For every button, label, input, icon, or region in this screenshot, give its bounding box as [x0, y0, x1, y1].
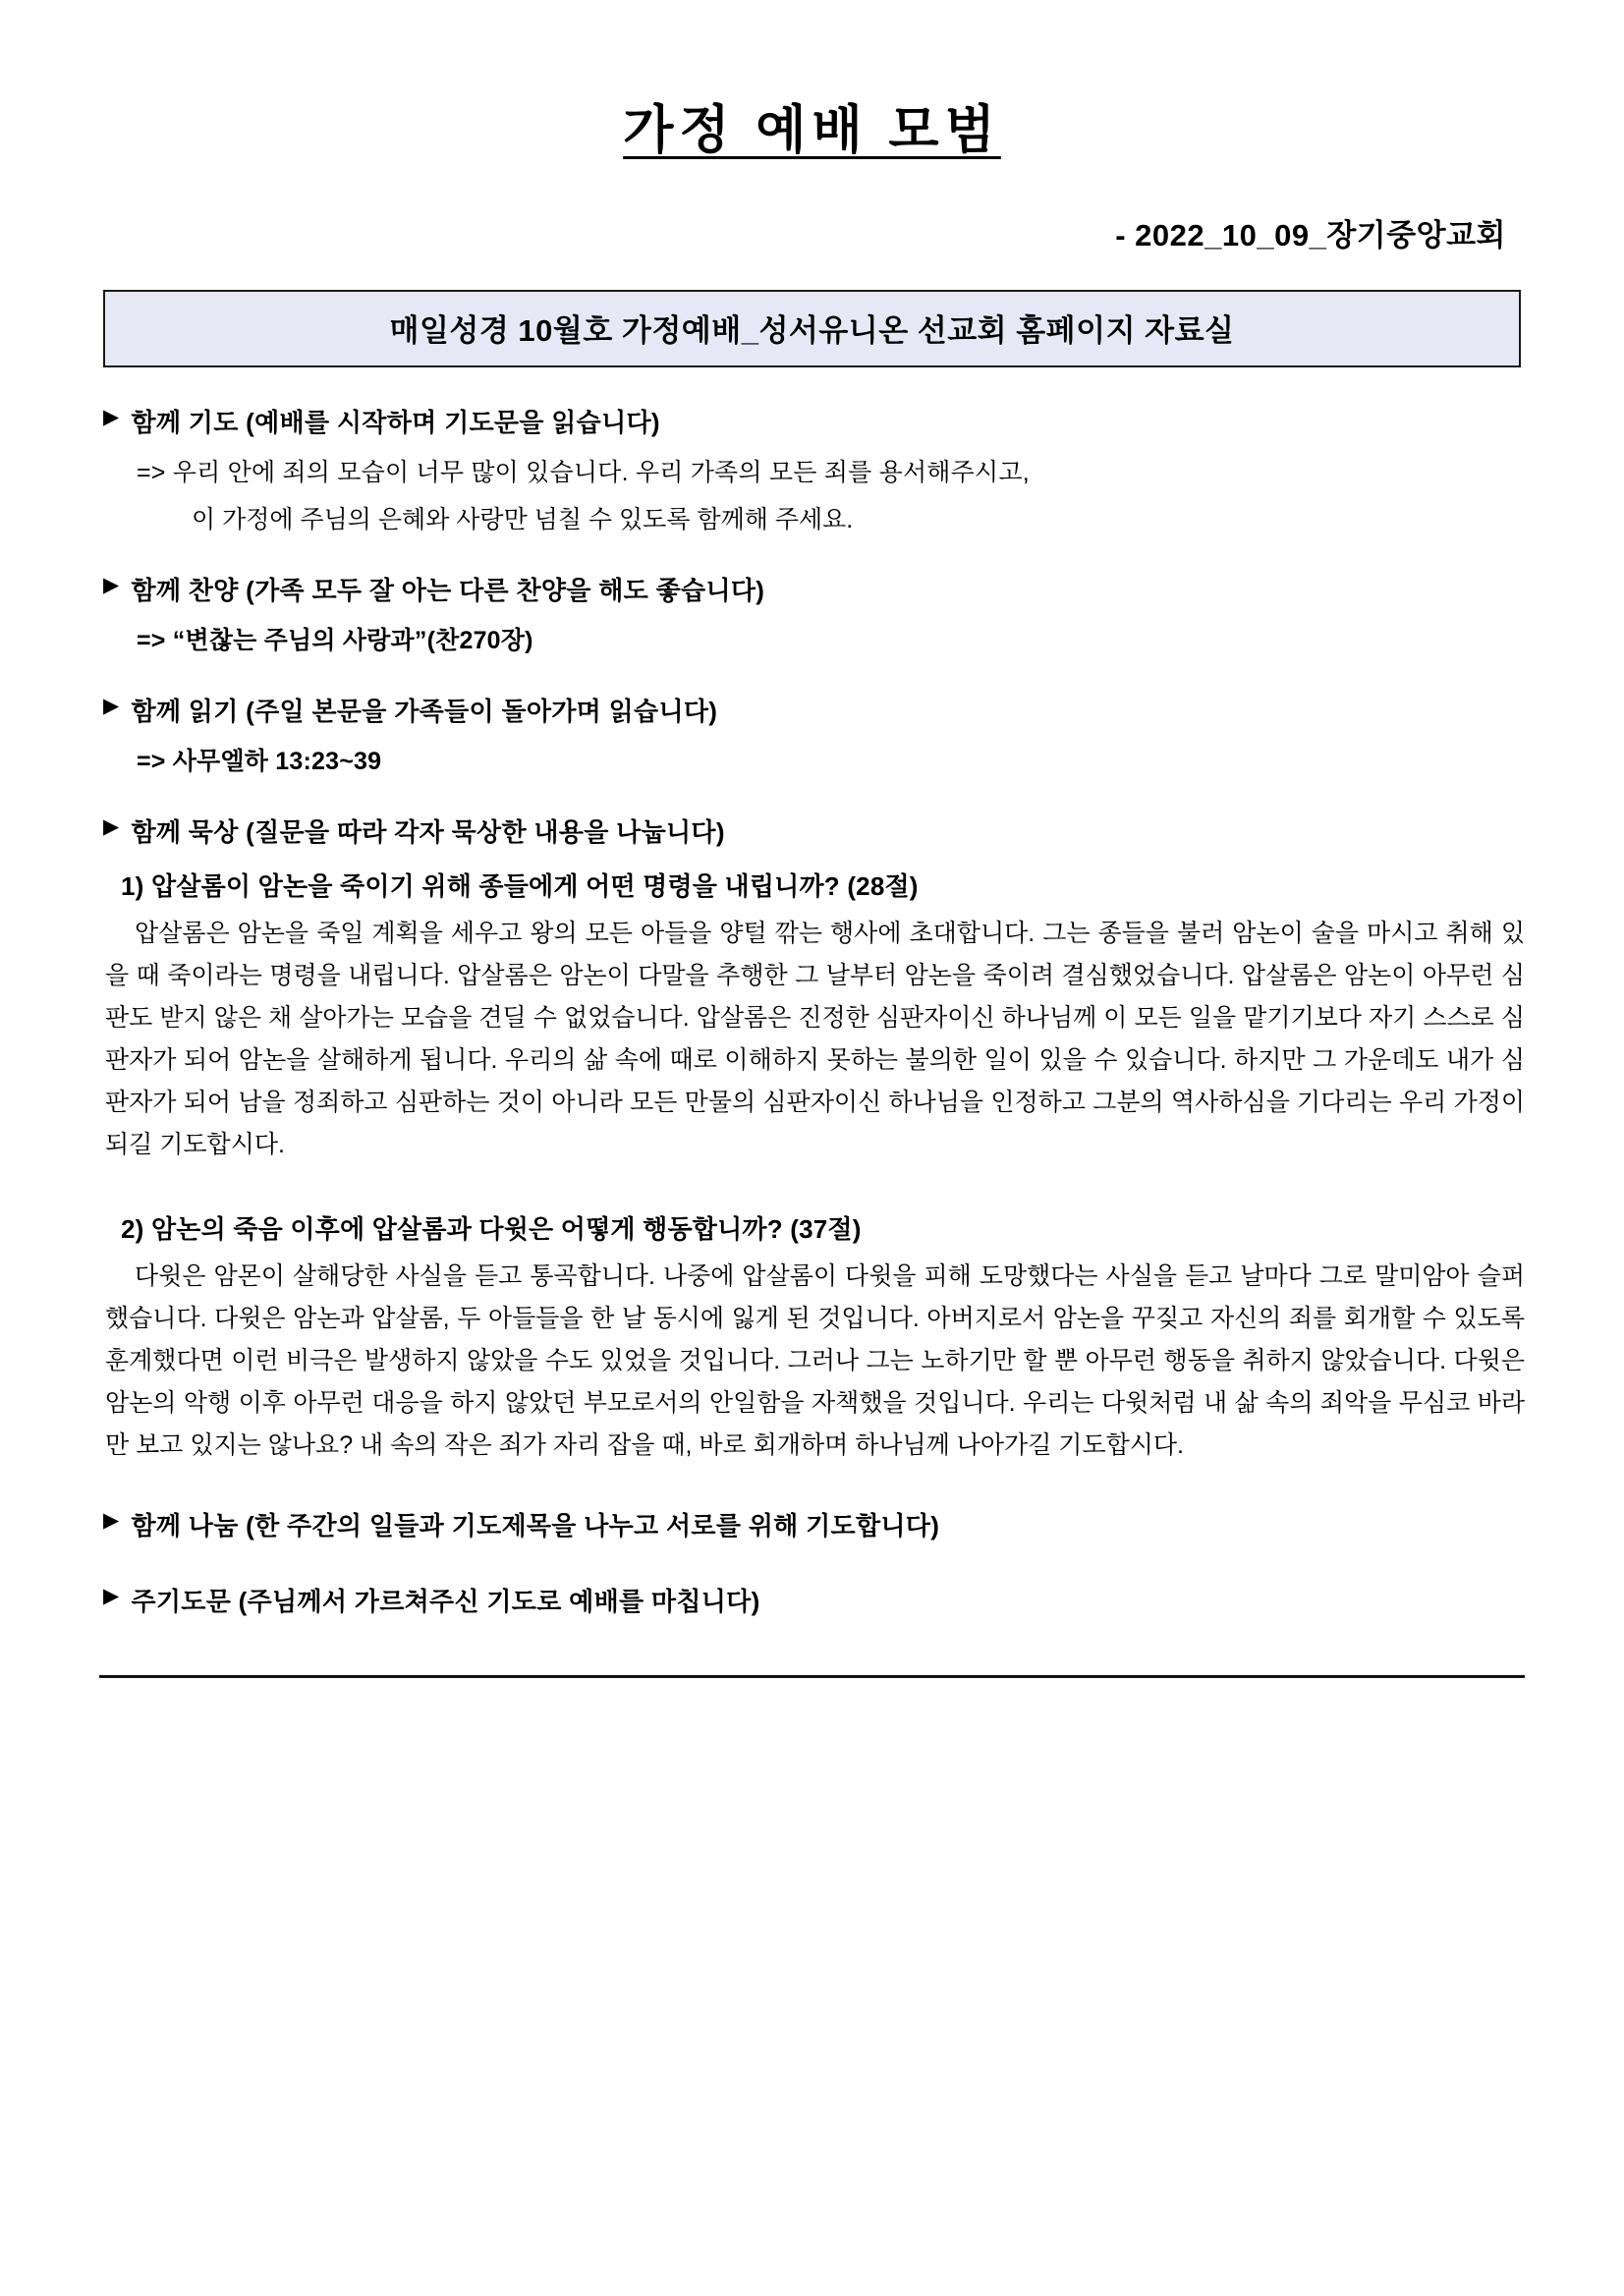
question-1: 1) 압살롬이 암논을 죽이기 위해 종들에게 어떤 명령을 내립니까? (28절)	[121, 871, 919, 901]
section-heading	[103, 403, 1531, 439]
section-praise	[93, 571, 1531, 656]
section-heading-label: 함께 나눔 (한 주간의 일들과 기도제목을 나누고 서로를 위해 기도합니다)	[131, 1511, 940, 1540]
section-meditation	[93, 812, 1531, 1467]
prayer-text-line1: => 우리 안에 죄의 모습이 너무 많이 있습니다. 우리 가족의 모든 죄를 용서해주시고,	[137, 459, 1030, 486]
section-heading	[103, 1582, 1531, 1618]
source-banner: 매일성경 10월호 가정예배_성서유니온 선교회 홈페이지 자료실	[103, 290, 1521, 367]
spacer	[93, 1166, 1531, 1192]
section-reading	[93, 692, 1531, 777]
praise-hymn-text: => “변찮는 주님의 사랑과”(찬270장)	[137, 627, 533, 654]
page-title: 가정 예배 모범	[623, 101, 1001, 159]
section-heading-label: 주기도문 (주님께서 가르쳐주신 기도로 예배를 마칩니다)	[131, 1587, 760, 1616]
answer-1: 압살롬은 암논을 죽일 계획을 세우고 왕의 모든 아들을 양털 깎는 행사에 초대합니다. 그는 종들을 불러 암논이 술을 마시고 취해 있을 때 죽이라는 명령을 내립니다. 압살롬은 암논이 다말을 추행한 그 날부터 암논을 죽이려 결심했었습니다. 압살롬은 암논이 아무런 심판도 받지 않은 채 살아가는 모습을 견딜 수 없었습니다. 압살롬은 진정한 심판자이신 하나님께 이 모든 일을 맡기기보다 자기 스스로 심판자가 되어 암논을 살해하게 됩니다. 우리의 삶 속에 때로 이해하지 못하는 불의한 일이 있을 수 있습니다. 하지만 그 가운데도 내가 심판자가 되어 남을 정죄하고 심판하는 것이 아니라 모든 만물의 심판자이신 하나님을 인정하고 그분의 역사하심을 기다리는 우리 가정이 되길 기도합시다.	[105, 920, 1525, 1158]
section-lords-prayer	[93, 1582, 1531, 1618]
section-heading	[103, 1506, 1531, 1542]
question-2: 2) 암논의 죽음 이후에 압살롬과 다윗은 어떻게 행동합니까? (37절)	[121, 1214, 862, 1244]
section-sharing	[93, 1506, 1531, 1542]
section-heading	[103, 692, 1531, 728]
section-prayer	[93, 403, 1531, 535]
section-heading-label: 함께 묵상 (질문을 따라 각자 묵상한 내용을 나눕니다)	[131, 817, 725, 847]
triangle-bullet-icon: ▶	[103, 695, 120, 717]
triangle-bullet-icon: ▶	[103, 1509, 120, 1532]
bottom-divider	[99, 1675, 1525, 1678]
triangle-bullet-icon: ▶	[103, 1585, 120, 1607]
prayer-text-line2: 이 가정에 주님의 은혜와 사랑만 넘칠 수 있도록 함께해 주세요.	[192, 506, 854, 533]
section-heading-label: 함께 읽기 (주일 본문을 가족들이 돌아가며 읽습니다)	[131, 697, 718, 726]
answer-2: 다윗은 암몬이 살해당한 사실을 듣고 통곡합니다. 나중에 압살롬이 다윗을 피해 도망했다는 사실을 듣고 날마다 그로 말미암아 슬퍼했습니다. 다윗은 암논과 압살롬, 두 아들들을 한 날 동시에 잃게 된 것입니다. 아버지로서 암논을 꾸짖고 자신의 죄를 회개할 수 있도록 훈계했다면 이런 비극은 발생하지 않았을 수도 있었을 것입니다. 그러나 그는 노하기만 할 뿐 아무런 행동을 취하지 않았습니다. 다윗은 암논의 악행 이후 아무런 대응을 하지 않았던 부모로서의 안일함을 자책했을 것입니다. 우리는 다윗처럼 내 삶 속의 죄악을 무심코 바라만 보고 있지는 않나요? 내 속의 작은 죄가 자리 잡을 때, 바로 회개하며 하나님께 나아가길 기도합시다.	[105, 1262, 1525, 1459]
section-heading	[103, 571, 1531, 607]
triangle-bullet-icon: ▶	[103, 815, 120, 838]
document-subtitle: - 2022_10_09_장기중앙교회	[1115, 218, 1506, 252]
section-heading	[103, 812, 1531, 849]
triangle-bullet-icon: ▶	[103, 406, 120, 428]
triangle-bullet-icon: ▶	[103, 574, 120, 596]
section-heading-label: 함께 찬양 (가족 모두 잘 아는 다른 찬양을 해도 좋습니다)	[131, 576, 765, 605]
scripture-reference: => 사무엘하 13:23~39	[137, 748, 382, 775]
section-heading-label: 함께 기도 (예배를 시작하며 기도문을 읽습니다)	[131, 408, 660, 437]
